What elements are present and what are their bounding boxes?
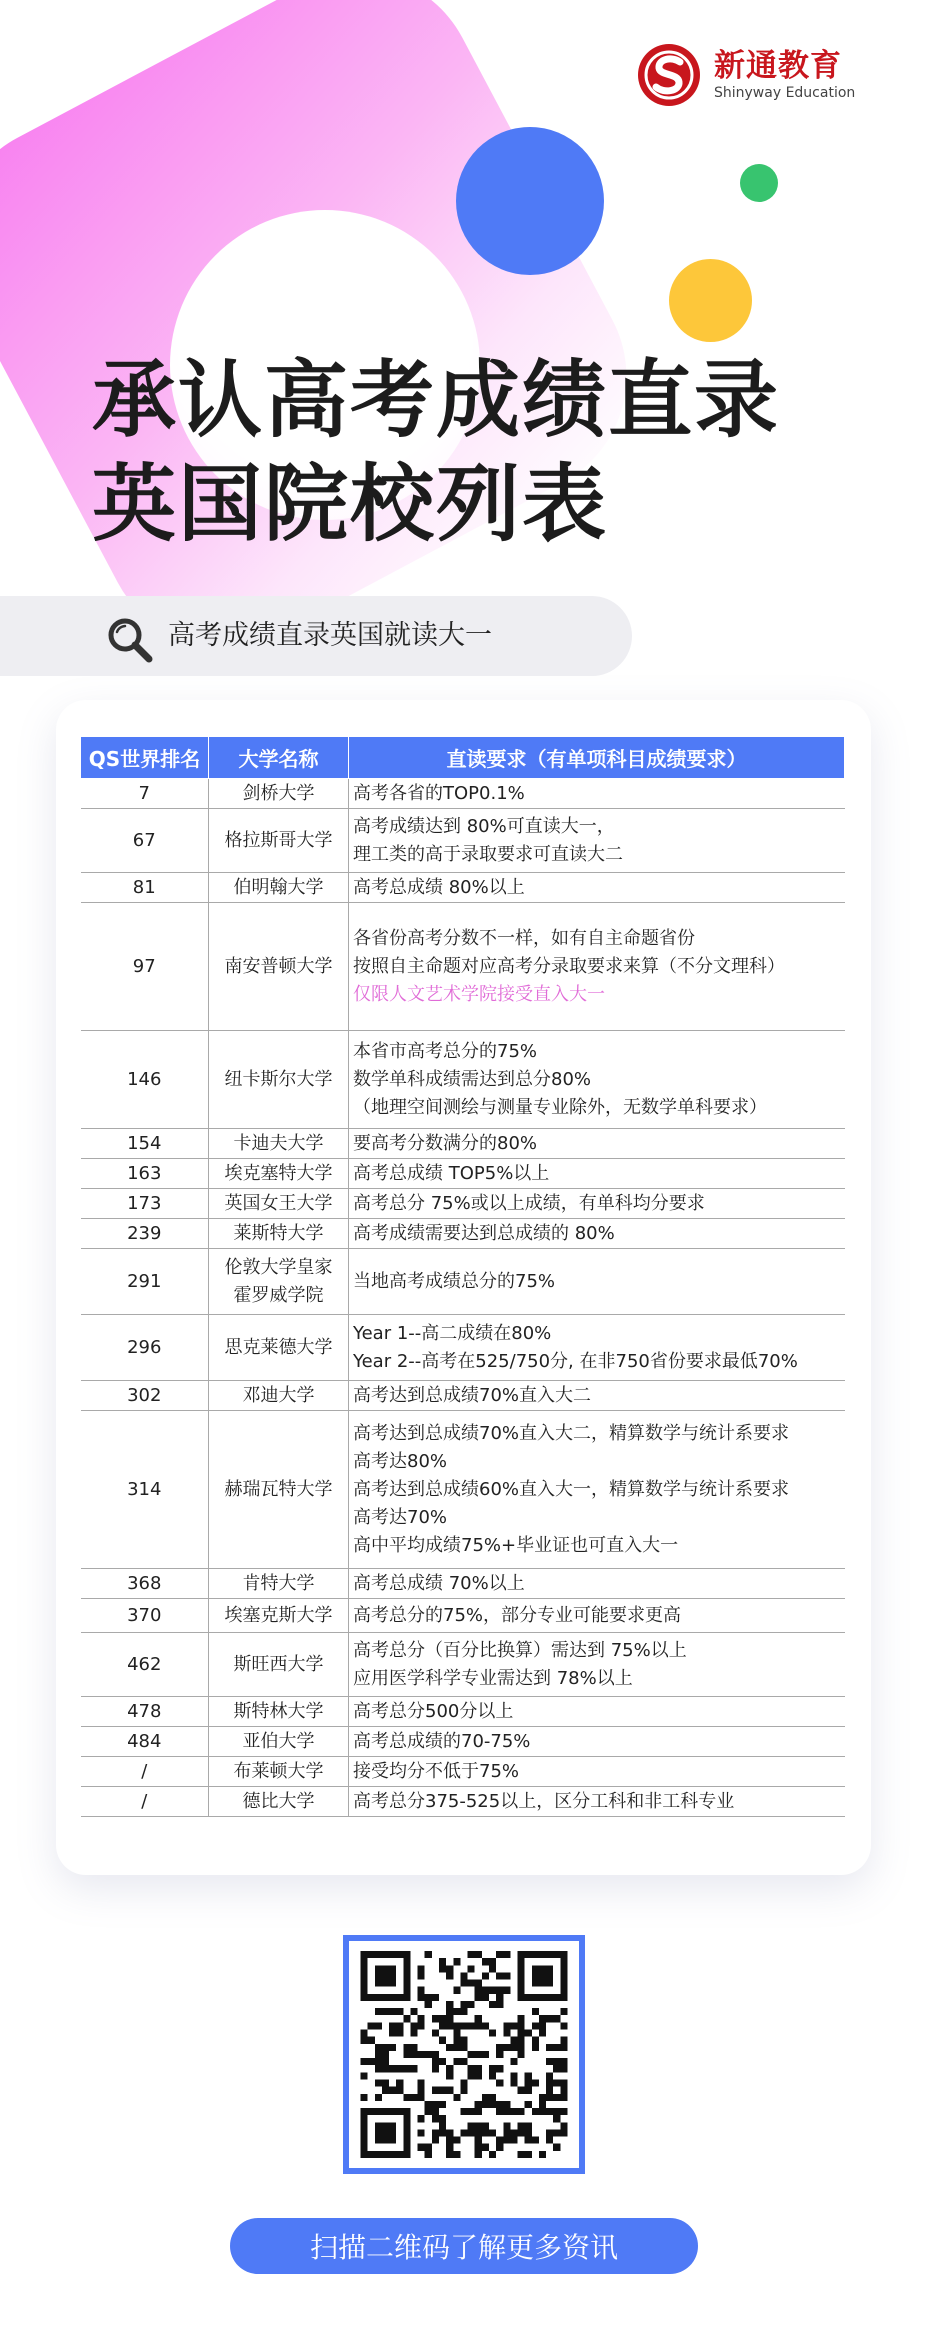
university-name-line: 肯特大学 [242, 1572, 315, 1594]
cell-university-name [209, 809, 349, 873]
shinyway-logo-icon [636, 42, 702, 108]
table-header-row [81, 737, 845, 779]
scan-qr-cta: 扫描二维码了解更多资讯 [230, 2218, 698, 2274]
requirement-line: 按照自主命题对应高考分录取要求来算（不分文理科） [353, 955, 785, 977]
cell-rank: / [81, 1787, 209, 1817]
requirement-line: 高考总成绩 70%以上 [353, 1572, 525, 1594]
cell-university-name [209, 873, 349, 903]
cell-requirement [349, 1697, 845, 1727]
cell-requirement [349, 873, 845, 903]
cell-rank: 296 [81, 1315, 209, 1381]
search-text: 高考成绩直录英国就读大一 [168, 620, 492, 651]
cell-university-name [209, 903, 349, 1031]
requirement-line: 高考达到总成绩60%直入大一，精算数学与统计系要求 [353, 1478, 790, 1500]
requirement-line: 高考各省的TOP0.1% [353, 782, 525, 804]
requirement-line: 高考成绩需要达到总成绩的 80% [353, 1222, 615, 1244]
cell-university-name [209, 1727, 349, 1757]
table-row [81, 1381, 845, 1411]
requirement-line: 高考达到总成绩70%直入大二，精算数学与统计系要求 [353, 1422, 790, 1444]
cell-requirement [349, 1129, 845, 1159]
cell-university-name [209, 1031, 349, 1129]
cell-requirement [349, 1315, 845, 1381]
requirement-line: 高考总分375-525以上，区分工科和非工科专业 [353, 1790, 735, 1812]
requirement-line: 高中平均成绩75%+毕业证也可直入大一 [353, 1534, 679, 1556]
cell-requirement [349, 809, 845, 873]
table-row [81, 1411, 845, 1569]
requirement-line: 高考总分的75%，部分专业可能要求更高 [353, 1604, 682, 1626]
header-rank: QS世界排名 [81, 737, 209, 779]
cell-requirement [349, 1787, 845, 1817]
brand-name-en: Shinyway Education [714, 85, 856, 101]
cell-rank: 462 [81, 1633, 209, 1697]
cell-university-name [209, 1411, 349, 1569]
cell-university-name [209, 1697, 349, 1727]
university-name-line: 伦敦大学皇家 [224, 1256, 333, 1278]
cell-rank: 291 [81, 1249, 209, 1315]
cell-university-name [209, 1599, 349, 1633]
university-name-line: 斯特林大学 [233, 1700, 324, 1722]
university-name-line: 霍罗威学院 [233, 1284, 324, 1306]
university-name-line: 斯旺西大学 [233, 1653, 324, 1675]
requirement-line: 高考总成绩的70-75% [353, 1730, 531, 1752]
university-name-line: 南安普顿大学 [224, 955, 333, 977]
requirement-line: 本省市高考总分的75% [353, 1040, 538, 1062]
qr-code-frame [343, 1935, 585, 2174]
cell-requirement [349, 779, 845, 809]
requirement-line: 高考总分（百分比换算）需达到 75%以上 [353, 1639, 687, 1661]
cell-rank: 370 [81, 1599, 209, 1633]
requirement-note: 仅限人文艺术学院接受直入大一 [353, 983, 605, 1005]
requirement-line: 高考总成绩 TOP5%以上 [353, 1162, 550, 1184]
university-name-line: 莱斯特大学 [233, 1222, 324, 1244]
cell-rank: 163 [81, 1159, 209, 1189]
table-row [81, 1569, 845, 1599]
cell-rank: 314 [81, 1411, 209, 1569]
cell-rank: 7 [81, 779, 209, 809]
cell-requirement [349, 1633, 845, 1697]
title-line-2: 英国院校列表 [92, 455, 609, 553]
cell-requirement [349, 1757, 845, 1787]
requirement-line: 高考达80% [353, 1450, 448, 1472]
cell-rank: 146 [81, 1031, 209, 1129]
cell-university-name [209, 779, 349, 809]
cell-requirement [349, 1727, 845, 1757]
table-row [81, 779, 845, 809]
table-row [81, 1249, 845, 1315]
table-row [81, 1757, 845, 1787]
university-name-line: 剑桥大学 [242, 782, 315, 804]
cell-university-name [209, 1189, 349, 1219]
decorative-yellow-circle [669, 259, 752, 342]
cell-requirement [349, 1381, 845, 1411]
table-row [81, 1129, 845, 1159]
cell-requirement [349, 1599, 845, 1633]
qr-code-icon [359, 1951, 569, 2158]
cell-rank: 173 [81, 1189, 209, 1219]
page-title [92, 348, 780, 556]
requirement-line: 要高考分数满分的80% [353, 1132, 538, 1154]
cell-rank: 154 [81, 1129, 209, 1159]
university-name-line: 赫瑞瓦特大学 [224, 1478, 333, 1500]
university-name-line: 卡迪夫大学 [233, 1132, 324, 1154]
cell-rank: / [81, 1757, 209, 1787]
title-line-1: 承认高考成绩直录 [92, 351, 781, 449]
cell-requirement [349, 1159, 845, 1189]
cell-university-name [209, 1219, 349, 1249]
cell-university-name [209, 1315, 349, 1381]
cell-requirement [349, 1189, 845, 1219]
requirement-line: 应用医学科学专业需达到 78%以上 [353, 1667, 633, 1689]
requirement-line: 高考总成绩 80%以上 [353, 876, 525, 898]
cell-requirement [349, 1031, 845, 1129]
cell-university-name [209, 1159, 349, 1189]
table-row [81, 809, 845, 873]
decorative-blue-circle [456, 127, 604, 275]
cell-requirement [349, 1569, 845, 1599]
search-bar [0, 596, 632, 676]
table-row [81, 1031, 845, 1129]
cell-rank: 368 [81, 1569, 209, 1599]
cell-rank: 239 [81, 1219, 209, 1249]
requirement-line: 高考达到总成绩70%直入大二 [353, 1384, 592, 1406]
cell-requirement [349, 903, 845, 1031]
university-table [80, 736, 845, 1817]
cell-university-name [209, 1633, 349, 1697]
cell-rank: 302 [81, 1381, 209, 1411]
table-row [81, 1633, 845, 1697]
cell-university-name [209, 1129, 349, 1159]
table-row [81, 1189, 845, 1219]
cell-university-name [209, 1381, 349, 1411]
requirement-line: Year 2--高考在525/750分, 在非750省份要求最低70% [353, 1350, 798, 1372]
university-name-line: 亚伯大学 [242, 1730, 315, 1752]
university-name-line: 布莱顿大学 [233, 1760, 324, 1782]
header-university: 大学名称 [209, 737, 349, 779]
requirement-line: 高考总分 75%或以上成绩，有单科均分要求 [353, 1192, 705, 1214]
table-row [81, 1159, 845, 1189]
cell-university-name [209, 1787, 349, 1817]
table-body [81, 779, 845, 1817]
table-row [81, 903, 845, 1031]
cell-university-name [209, 1569, 349, 1599]
university-name-line: 埃克塞特大学 [224, 1162, 333, 1184]
requirement-line: 当地高考成绩总分的75% [353, 1270, 556, 1292]
cell-rank: 81 [81, 873, 209, 903]
requirement-line: 各省份高考分数不一样，如有自主命题省份 [353, 927, 695, 949]
table-row [81, 1315, 845, 1381]
university-name-line: 邓迪大学 [242, 1384, 315, 1406]
requirement-line: Year 1--高二成绩在80% [353, 1322, 552, 1344]
university-name-line: 德比大学 [242, 1790, 315, 1812]
cell-requirement [349, 1219, 845, 1249]
header-requirement: 直读要求（有单项科目成绩要求） [349, 737, 845, 779]
table-row [81, 1727, 845, 1757]
search-icon [104, 614, 156, 666]
university-name-line: 埃塞克斯大学 [224, 1604, 333, 1626]
university-name-line: 思克莱德大学 [224, 1336, 333, 1358]
university-name-line: 伯明翰大学 [233, 876, 324, 898]
decorative-green-circle [740, 164, 778, 202]
table-row [81, 1599, 845, 1633]
cell-university-name [209, 1249, 349, 1315]
cell-university-name [209, 1757, 349, 1787]
requirement-line: （地理空间测绘与测量专业除外，无数学单科要求） [353, 1096, 767, 1118]
table-row [81, 873, 845, 903]
requirement-line: 高考总分500分以上 [353, 1700, 514, 1722]
table-row [81, 1219, 845, 1249]
cell-rank: 484 [81, 1727, 209, 1757]
requirement-line: 高考达70% [353, 1506, 448, 1528]
cell-requirement [349, 1411, 845, 1569]
requirement-line: 理工类的高于录取要求可直读大二 [353, 843, 623, 865]
brand-logo [636, 42, 855, 108]
university-name-line: 纽卡斯尔大学 [224, 1068, 333, 1090]
brand-name-cn: 新通教育 [714, 48, 842, 84]
requirement-line: 高考成绩达到 80%可直读大一， [353, 815, 615, 837]
cell-rank: 67 [81, 809, 209, 873]
table-row [81, 1697, 845, 1727]
requirement-line: 接受均分不低于75% [353, 1760, 520, 1782]
table-row [81, 1787, 845, 1817]
university-name-line: 英国女王大学 [224, 1192, 333, 1214]
requirement-line: 数学单科成绩需达到总分80% [353, 1068, 592, 1090]
cell-rank: 478 [81, 1697, 209, 1727]
cell-rank: 97 [81, 903, 209, 1031]
university-name-line: 格拉斯哥大学 [224, 829, 333, 851]
cell-requirement [349, 1249, 845, 1315]
